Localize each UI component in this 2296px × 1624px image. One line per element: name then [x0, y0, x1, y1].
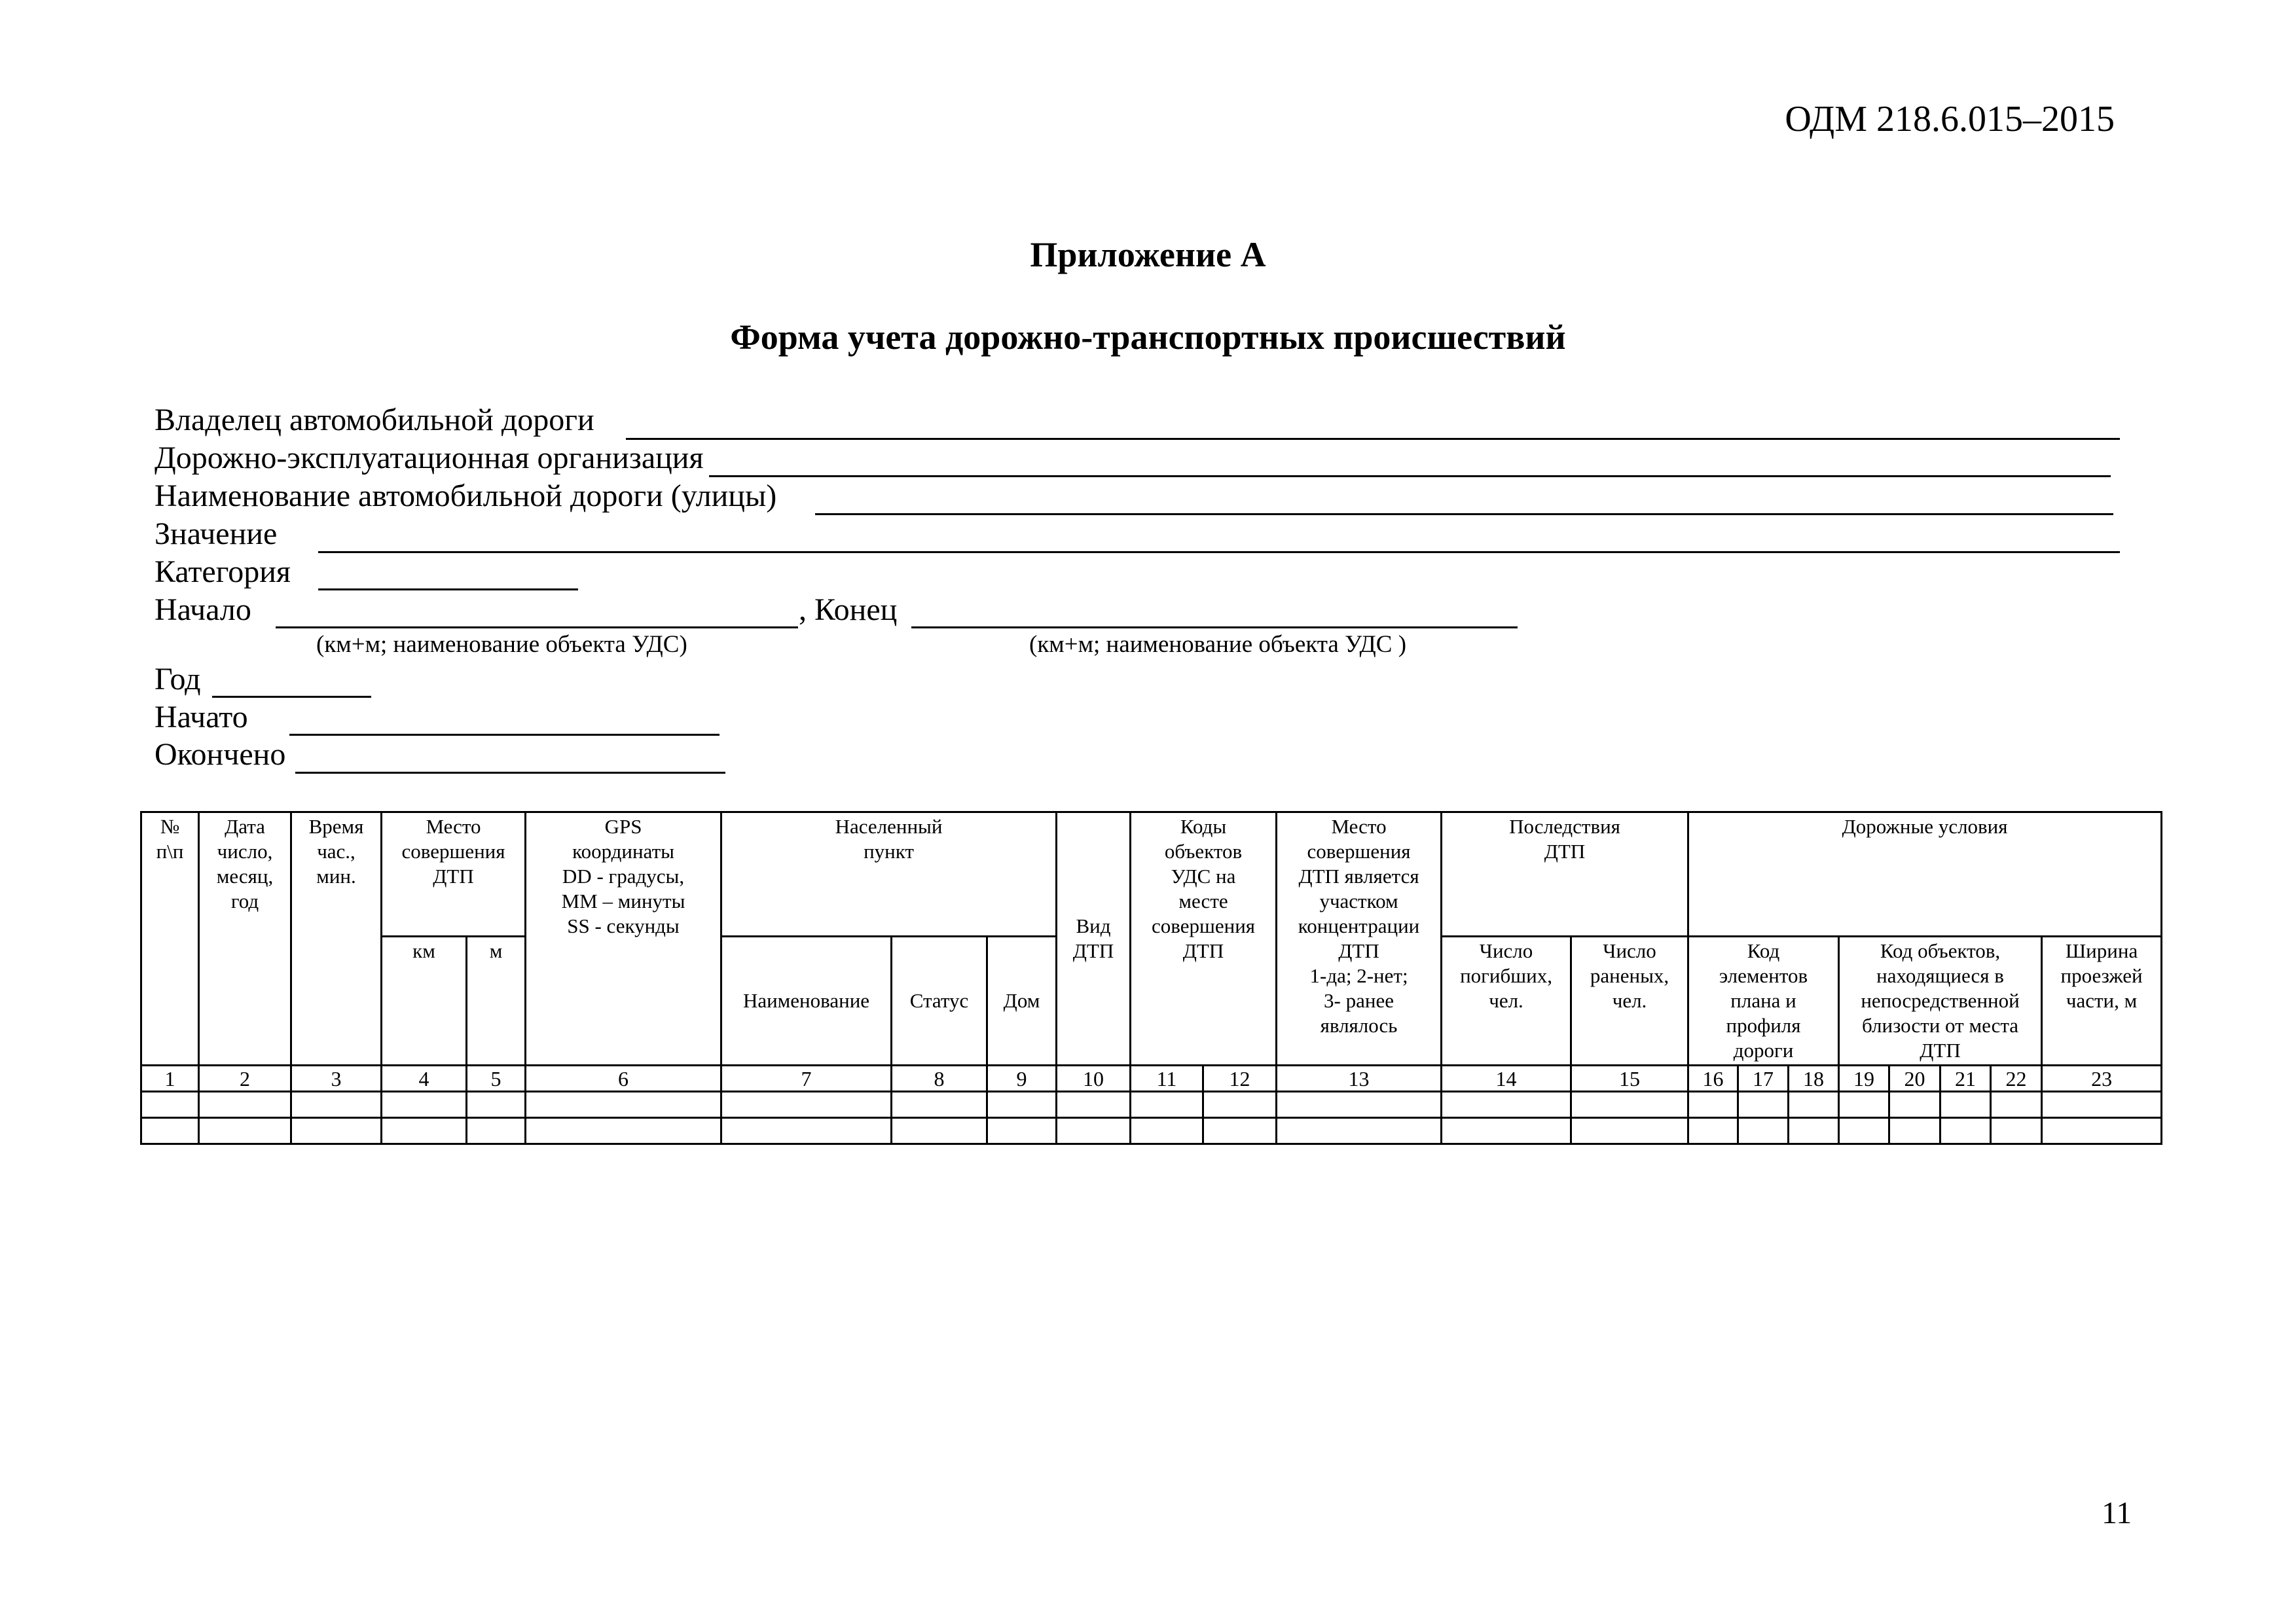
- col-road-conditions-header: Дорожные условия: [1688, 812, 2162, 937]
- table-cell[interactable]: [1839, 1118, 1889, 1144]
- table-cell[interactable]: [141, 1118, 199, 1144]
- category-label: Категория: [155, 554, 291, 589]
- table-cell[interactable]: [467, 1118, 526, 1144]
- col-type-header: Вид ДТП: [1057, 812, 1131, 1066]
- table-cell[interactable]: [1131, 1092, 1203, 1118]
- appendix-title: Приложение А: [1030, 235, 1266, 274]
- table-cell[interactable]: [1688, 1118, 1738, 1144]
- table-cell[interactable]: [199, 1092, 291, 1118]
- col-gps-header: GPS координаты DD - градусы, MM – минуты SS - секунды: [526, 812, 721, 1066]
- table-cell[interactable]: [1442, 1118, 1571, 1144]
- column-number: 2: [199, 1066, 291, 1092]
- col-place-header: Место совершения ДТП: [382, 812, 526, 937]
- road-name-label: Наименование автомобильной дороги (улицы): [155, 478, 777, 513]
- year-label: Год: [155, 662, 201, 696]
- table-cell[interactable]: [382, 1118, 467, 1144]
- column-number: 9: [987, 1066, 1057, 1092]
- table-cell[interactable]: [987, 1118, 1057, 1144]
- table-cell[interactable]: [1057, 1118, 1131, 1144]
- column-number: 8: [892, 1066, 987, 1092]
- significance-field[interactable]: [318, 551, 2120, 553]
- org-field[interactable]: [709, 475, 2111, 477]
- table-cell[interactable]: [291, 1092, 382, 1118]
- page-number: 11: [2102, 1496, 2132, 1530]
- end-field[interactable]: [911, 626, 1518, 628]
- table-cell[interactable]: [2042, 1092, 2162, 1118]
- table-cell[interactable]: [1889, 1118, 1941, 1144]
- column-number: 14: [1442, 1066, 1571, 1092]
- table-cell[interactable]: [1839, 1092, 1889, 1118]
- col-settlement-header: Населенный пункт: [721, 812, 1057, 937]
- column-number: 6: [526, 1066, 721, 1092]
- col-date-header: Дата число, месяц, год: [199, 812, 291, 1066]
- col-consequences-header: Последствия ДТП: [1442, 812, 1688, 937]
- table-cell[interactable]: [526, 1118, 721, 1144]
- table-cell[interactable]: [721, 1118, 892, 1144]
- column-number: 18: [1789, 1066, 1839, 1092]
- table-cell[interactable]: [1941, 1092, 1991, 1118]
- table-cell[interactable]: [1991, 1118, 2042, 1144]
- column-number: 4: [382, 1066, 467, 1092]
- table-cell[interactable]: [467, 1092, 526, 1118]
- col-elements-code-header: Код элементов плана и профиля дороги: [1688, 937, 1839, 1066]
- start-field[interactable]: [276, 626, 798, 628]
- table-cell[interactable]: [892, 1092, 987, 1118]
- column-number: 10: [1057, 1066, 1131, 1092]
- table-cell[interactable]: [1203, 1118, 1277, 1144]
- column-number: 13: [1277, 1066, 1442, 1092]
- table-cell[interactable]: [1277, 1092, 1442, 1118]
- column-number: 21: [1941, 1066, 1991, 1092]
- column-number: 11: [1131, 1066, 1203, 1092]
- column-number: 5: [467, 1066, 526, 1092]
- owner-label: Владелец автомобильной дороги: [155, 403, 594, 437]
- col-settlement-house-header: Дом: [987, 937, 1057, 1066]
- col-place-km-header: км: [382, 937, 467, 1066]
- table-cell[interactable]: [1131, 1118, 1203, 1144]
- column-number: 3: [291, 1066, 382, 1092]
- form-title: Форма учета дорожно-транспортных происшествий: [730, 317, 1566, 357]
- table-cell[interactable]: [1991, 1092, 2042, 1118]
- column-number: 7: [721, 1066, 892, 1092]
- road-name-field[interactable]: [815, 513, 2113, 515]
- end-label: , Конец: [799, 592, 898, 627]
- table-cell[interactable]: [1789, 1092, 1839, 1118]
- table-cell[interactable]: [721, 1092, 892, 1118]
- table-cell[interactable]: [1738, 1118, 1789, 1144]
- table-cell[interactable]: [1941, 1118, 1991, 1144]
- col-nearby-objects-header: Код объектов, находящиеся в непосредственной близости от места ДТП: [1839, 937, 2042, 1066]
- finished-label: Окончено: [155, 737, 286, 772]
- col-carriage-width-header: Ширина проезжей части, м: [2042, 937, 2162, 1066]
- table-cell[interactable]: [1889, 1092, 1941, 1118]
- table-cell[interactable]: [2042, 1118, 2162, 1144]
- start-label: Начало: [155, 592, 251, 627]
- table-cell[interactable]: [1789, 1118, 1839, 1144]
- significance-label: Значение: [155, 516, 278, 551]
- table-cell[interactable]: [1057, 1092, 1131, 1118]
- table-cell[interactable]: [892, 1118, 987, 1144]
- owner-field[interactable]: [626, 438, 2120, 440]
- table-row: [141, 1118, 2162, 1144]
- accident-table: [140, 811, 2162, 1145]
- column-number: 1: [141, 1066, 199, 1092]
- table-cell[interactable]: [987, 1092, 1057, 1118]
- org-label: Дорожно-эксплуатационная организация: [155, 441, 704, 475]
- start-hint: (км+м; наименование объекта УДС): [316, 631, 687, 658]
- col-settlement-name-header: Наименование: [721, 937, 892, 1066]
- column-number: 12: [1203, 1066, 1277, 1092]
- column-number: 17: [1738, 1066, 1789, 1092]
- table-cell[interactable]: [1571, 1092, 1688, 1118]
- finished-field[interactable]: [295, 772, 725, 774]
- table-row: [141, 1092, 2162, 1118]
- table-cell[interactable]: [291, 1118, 382, 1144]
- table-cell[interactable]: [1738, 1092, 1789, 1118]
- table-cell[interactable]: [526, 1092, 721, 1118]
- col-num-header: № п\п: [141, 812, 199, 1066]
- col-killed-header: Число погибших, чел.: [1442, 937, 1571, 1066]
- table-cell[interactable]: [1203, 1092, 1277, 1118]
- column-number: 19: [1839, 1066, 1889, 1092]
- column-number: 15: [1571, 1066, 1688, 1092]
- category-field[interactable]: [318, 588, 578, 590]
- col-concentration-header: Место совершения ДТП является участком концентрации ДТП 1-да; 2-нет; 3- ранее являлось: [1277, 812, 1442, 1066]
- col-codes-header: Коды объектов УДС на месте совершения ДТП: [1131, 812, 1277, 1066]
- col-place-m-header: м: [467, 937, 526, 1066]
- column-number: 16: [1688, 1066, 1738, 1092]
- table-cell[interactable]: [141, 1092, 199, 1118]
- year-field[interactable]: [212, 696, 371, 698]
- table-cell[interactable]: [382, 1092, 467, 1118]
- col-settlement-status-header: Статус: [892, 937, 987, 1066]
- col-time-header: Время час., мин.: [291, 812, 382, 1066]
- begun-field[interactable]: [289, 734, 720, 736]
- column-number: 22: [1991, 1066, 2042, 1092]
- document-number: ОДМ 218.6.015–2015: [1785, 99, 2115, 139]
- column-number: 20: [1889, 1066, 1941, 1092]
- table-cell[interactable]: [1277, 1118, 1442, 1144]
- table-cell[interactable]: [1442, 1092, 1571, 1118]
- table-cell[interactable]: [1688, 1092, 1738, 1118]
- table-cell[interactable]: [1571, 1118, 1688, 1144]
- end-hint: (км+м; наименование объекта УДС ): [1029, 631, 1407, 658]
- column-number: 23: [2042, 1066, 2162, 1092]
- begun-label: Начато: [155, 700, 248, 734]
- table-cell[interactable]: [199, 1118, 291, 1144]
- col-injured-header: Число раненых, чел.: [1571, 937, 1688, 1066]
